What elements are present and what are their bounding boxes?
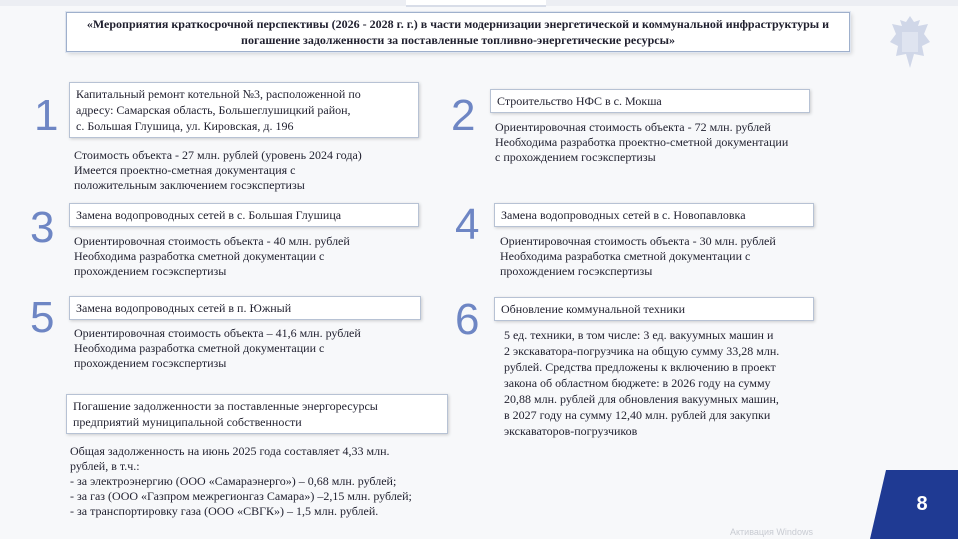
item-heading-5-line: Замена водопроводных сетей в п. Южный <box>76 301 292 315</box>
debt-heading-line: предприятий муниципальной собственности <box>73 415 302 429</box>
item-heading-1-line: с. Большая Глушица, ул. Кировская, д. 196 <box>76 119 294 133</box>
detail-line: Ориентировочная стоимость объекта - 40 млн. рублей <box>74 234 350 248</box>
item-heading-3 <box>69 203 419 227</box>
item-heading-5 <box>69 296 421 320</box>
debt-heading-line: Погашение задолженности за поставленные энергоресурсы <box>73 399 378 413</box>
detail-line: 5 ед. техники, в том числе: 3 ед. вакуумных машин и <box>504 328 774 342</box>
item-number-2: 2 <box>451 91 476 140</box>
item-heading-4-line: Замена водопроводных сетей в с. Новопавловка <box>501 208 746 222</box>
top-tab-mark <box>406 0 546 7</box>
detail-line: - за транспортировку газа (ООО «СВГК») – 1,5 млн. рублей. <box>70 504 379 518</box>
detail-line: рублей. Средства предложены к включению в проект <box>504 360 776 374</box>
detail-line: рублей, в т.ч.: <box>70 459 140 473</box>
item-heading-6-line: Обновление коммунальной техники <box>501 302 686 316</box>
page-number: 8 <box>886 470 958 539</box>
item-heading-1-line: Капитальный ремонт котельной №3, расположенной по <box>76 87 361 101</box>
debt-details <box>70 444 412 519</box>
coat-of-arms-icon <box>884 12 936 72</box>
detail-line: положительным заключением госэкспертизы <box>74 178 305 192</box>
detail-line: Необходима разработка сметной документации с <box>74 341 325 355</box>
detail-line: 2 экскаватора-погрузчика на общую сумму 33,28 млн. <box>504 344 780 358</box>
debt-heading <box>66 394 448 434</box>
item-heading-1-line: адресу: Самарская область, Большеглушицкий район, <box>76 103 351 117</box>
item-details-5 <box>74 326 361 371</box>
detail-line: Необходима разработка сметной документации с <box>500 249 751 263</box>
detail-line: Ориентировочная стоимость объекта – 41,6 млн. рублей <box>74 326 361 340</box>
item-heading-3-line: Замена водопроводных сетей в с. Большая Глушица <box>76 208 342 222</box>
detail-line: Необходима разработка сметной документации с <box>74 249 325 263</box>
item-number-3: 3 <box>30 203 55 252</box>
detail-line: в 2027 году на сумму 12,40 млн. рублей для закупки <box>504 408 771 422</box>
page-title: «Мероприятия краткосрочной перспективы (2026 - 2028 г. г.) в части модернизации энергетической и коммунальной инфраструктуры и погашение задолженности за поставленные топливно-энергетические ресурсы» <box>66 12 850 52</box>
item-details-6 <box>504 327 779 439</box>
detail-line: прохождением госэкспертизы <box>74 356 227 370</box>
detail-line: прохождением госэкспертизы <box>74 264 227 278</box>
item-heading-2 <box>490 89 810 113</box>
detail-line: Ориентировочная стоимость объекта - 30 млн. рублей <box>500 234 776 248</box>
item-heading-6 <box>494 297 814 321</box>
page-badge-corner <box>870 470 886 539</box>
item-details-3 <box>74 234 350 279</box>
item-heading-2-line: Строительство НФС в с. Мокша <box>497 94 662 108</box>
detail-line: с прохождением госэкспертизы <box>495 150 656 164</box>
detail-line: - за газ (ООО «Газпром межрегионгаз Самара») –2,15 млн. рублей; <box>70 489 412 503</box>
item-heading-4 <box>494 203 814 227</box>
item-number-4: 4 <box>455 200 480 249</box>
os-watermark: Активация Windows <box>730 527 813 537</box>
item-number-5: 5 <box>30 293 55 342</box>
item-details-1 <box>74 148 362 193</box>
item-details-2 <box>495 120 788 165</box>
detail-line: Общая задолженность на июнь 2025 года составляет 4,33 млн. <box>70 444 390 458</box>
item-heading-1 <box>69 82 419 138</box>
detail-line: - за электроэнергию (ООО «Самараэнерго») – 0,68 млн. рублей; <box>70 474 397 488</box>
detail-line: 20,88 млн. рублей для обновления вакуумных машин, <box>504 392 779 406</box>
detail-line: Имеется проектно-сметная документация с <box>74 163 296 177</box>
detail-line: Ориентировочная стоимость объекта - 72 млн. рублей <box>495 120 771 134</box>
item-number-1: 1 <box>34 91 59 140</box>
detail-line: прохождением госэкспертизы <box>500 264 653 278</box>
detail-line: Стоимость объекта - 27 млн. рублей (уровень 2024 года) <box>74 148 362 162</box>
detail-line: экскаваторов-погрузчиков <box>504 424 638 438</box>
detail-line: Необходима разработка проектно-сметной документации <box>495 135 789 149</box>
item-details-4 <box>500 234 776 279</box>
detail-line: закона об областном бюджете: в 2026 году на сумму <box>504 376 771 390</box>
item-number-6: 6 <box>455 295 480 344</box>
